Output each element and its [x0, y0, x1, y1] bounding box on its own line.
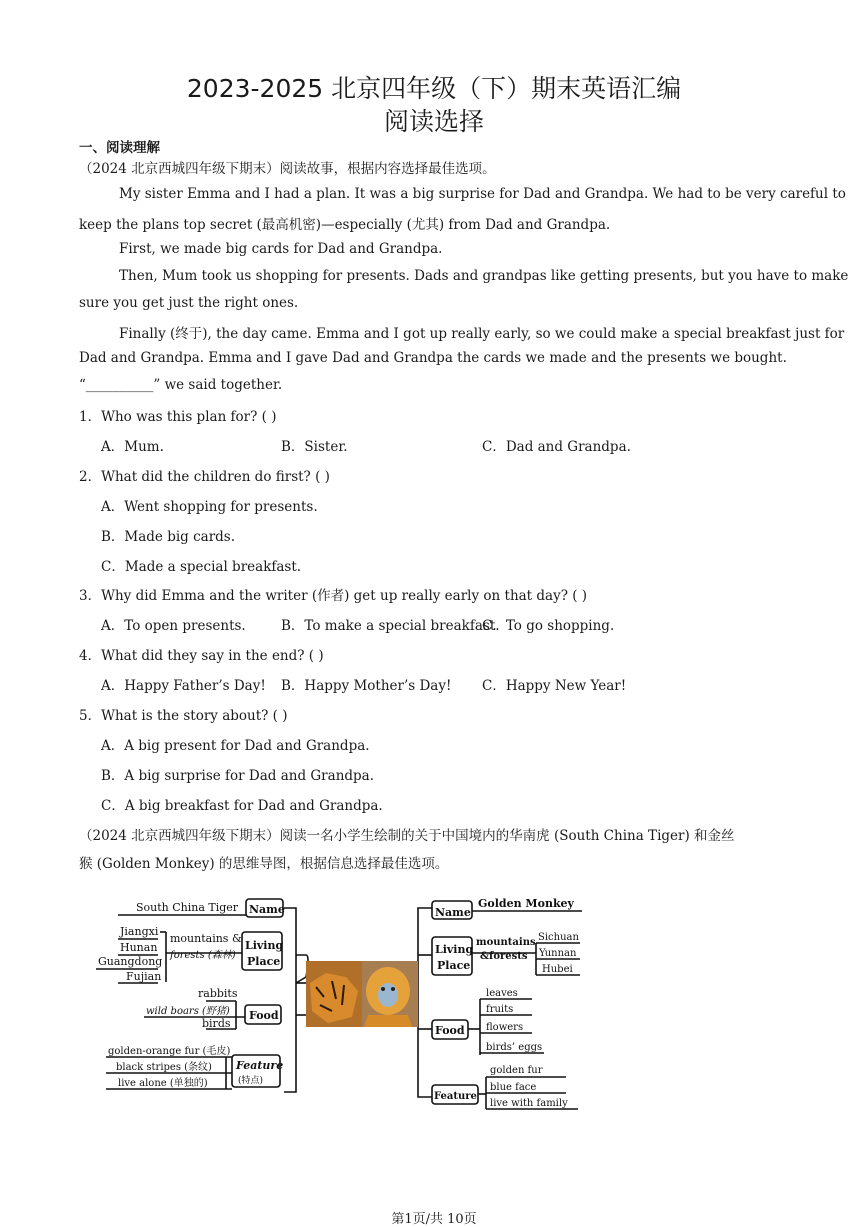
option-c[interactable]: C．A big breakfast for Dad and Grandpa. [101, 798, 383, 814]
instruction-2-cont: 猴 (Golden Monkey) 的思维导图，根据信息选择最佳选项。 [79, 856, 449, 872]
tiger-feature-label: Feature [236, 1059, 284, 1072]
tiger-province: Jiangxi [120, 925, 159, 938]
tiger-habitat: mountains & [170, 932, 242, 945]
option-c[interactable]: C．Made a special breakfast. [101, 559, 302, 575]
tiger-habitat: forests (森林) [170, 950, 236, 961]
tiger-feature: live alone (单独的) [118, 1078, 208, 1089]
passage-line: Then, Mum took us shopping for presents. Dads and grandpas like getting presents, but you have to make [119, 268, 849, 284]
mind-map [96, 887, 586, 1119]
monkey-living-label: Living [435, 943, 474, 956]
tiger-feature: black stripes (条纹) [116, 1062, 212, 1073]
tiger-province: Guangdong [98, 955, 163, 968]
passage-line: My sister Emma and I had a plan. It was a big surprise for Dad and Grandpa. We had to be very careful to [119, 186, 846, 202]
option-c[interactable]: C．To go shopping. [482, 618, 615, 634]
option-c[interactable]: C．Happy New Year! [482, 678, 627, 694]
tiger-province: Hunan [120, 941, 158, 954]
monkey-feature: live with family [490, 1098, 568, 1109]
option-b[interactable]: B．To make a special breakfast. [281, 618, 500, 634]
question-1: 1．Who was this plan for? ( ) [79, 409, 277, 425]
question-4: 4．What did they say in the end? ( ) [79, 648, 324, 664]
monkey-name: Golden Monkey [478, 897, 574, 910]
monkey-province: Sichuan [538, 932, 579, 943]
monkey-food-label: Food [435, 1024, 465, 1037]
passage-line: “__________” we said together. [79, 377, 283, 393]
tiger-food: wild boars (野猪) [146, 1006, 230, 1017]
option-b[interactable]: B．Sister. [281, 439, 348, 455]
tiger-food: rabbits [198, 987, 238, 1000]
option-b[interactable]: B．A big surprise for Dad and Grandpa. [101, 768, 375, 784]
monkey-province: Hubei [542, 964, 573, 975]
tiger-name: South China Tiger [136, 901, 239, 914]
tiger-feature-label-2: (特点) [238, 1076, 264, 1086]
page-footer: 第1页/共 10页 [391, 1212, 477, 1227]
option-c[interactable]: C．Dad and Grandpa. [482, 439, 631, 455]
tiger-living-label: Living [245, 939, 284, 952]
question-3: 3．Why did Emma and the writer (作者) get up really early on that day? ( ) [79, 588, 588, 604]
option-a[interactable]: A．To open presents. [101, 618, 246, 634]
passage-line: sure you get just the right ones. [79, 295, 299, 311]
monkey-habitat: mountains [476, 937, 536, 948]
instruction-1: （2024 北京西城四年级下期末）阅读故事，根据内容选择最佳选项。 [79, 161, 496, 177]
instruction-2: （2024 北京西城四年级下期末）阅读一名小学生绘制的关于中国境内的华南虎 (South China Tiger) 和金丝 [79, 828, 735, 844]
tiger-province: Fujian [126, 970, 162, 983]
tiger-living-label-2: Place [247, 955, 281, 968]
question-5: 5．What is the story about? ( ) [79, 708, 288, 724]
question-2: 2．What did the children do first? ( ) [79, 469, 330, 485]
tiger-food-label: Food [249, 1009, 279, 1022]
option-a[interactable]: A．A big present for Dad and Grandpa. [101, 738, 370, 754]
option-a[interactable]: A．Went shopping for presents. [101, 499, 318, 515]
tiger-and-monkey-photo [306, 961, 418, 1027]
option-b[interactable]: B．Made big cards. [101, 529, 236, 545]
document-subtitle: 阅读选择 [383, 107, 484, 136]
monkey-name-label: Name [435, 906, 471, 919]
tiger-name-label: Name [249, 903, 285, 916]
monkey-habitat: &forests [480, 951, 528, 962]
option-b[interactable]: B．Happy Mother’s Day! [281, 678, 452, 694]
monkey-province: Yunnan [539, 948, 577, 959]
tiger-food: birds [202, 1017, 231, 1030]
option-a[interactable]: A．Happy Father’s Day! [101, 678, 266, 694]
tiger-feature: golden-orange fur (毛皮) [108, 1046, 231, 1057]
monkey-living-label-2: Place [437, 959, 471, 972]
monkey-feature-label: Feature [434, 1091, 477, 1102]
passage-line: Dad and Grandpa. Emma and I gave Dad and Grandpa the cards we made and the presents we bought. [79, 350, 787, 366]
option-a[interactable]: A．Mum. [101, 439, 164, 455]
monkey-food: birds’ eggs [486, 1042, 543, 1053]
monkey-food: leaves [486, 988, 518, 999]
passage-line: keep the plans top secret (最高机密)—especially (尤其) from Dad and Grandpa. [79, 217, 611, 233]
monkey-food: flowers [486, 1022, 524, 1033]
document-title: 2023-2025 北京四年级（下）期末英语汇编 [186, 74, 682, 103]
passage-line: Finally (终于), the day came. Emma and I got up really early, so we could make a special breakfast just for [119, 326, 845, 342]
monkey-food: fruits [486, 1004, 514, 1015]
monkey-feature: blue face [490, 1082, 537, 1093]
section-heading: 一、阅读理解 [79, 140, 160, 156]
passage-line: First, we made big cards for Dad and Grandpa. [119, 241, 443, 257]
monkey-feature: golden fur [490, 1065, 543, 1076]
